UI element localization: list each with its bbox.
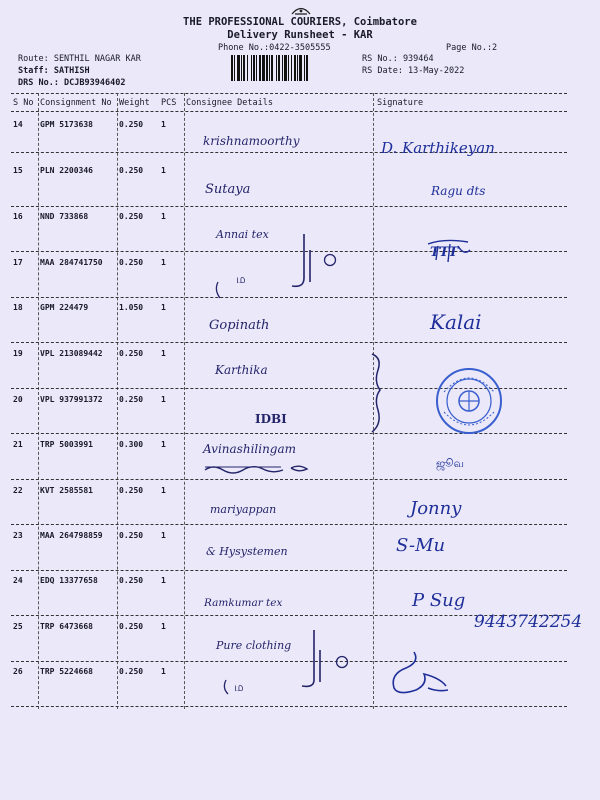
bracket-label-a: ம [236, 272, 246, 286]
consignee-hand-19: Karthika [215, 363, 268, 377]
signature-21: ஜூவ [436, 457, 465, 470]
row-pcs: 1 [161, 440, 166, 449]
row-pcs: 1 [161, 576, 166, 585]
barcode-bar [251, 55, 252, 81]
route-label: Route: SENTHIL NAGAR KAR [18, 54, 141, 64]
consignee-hand-14: krishnamoorthy [203, 134, 300, 148]
row-consignment-no: GPM 5173638 [40, 120, 93, 129]
runsheet-subtitle: Delivery Runsheet - KAR [227, 29, 373, 41]
row-weight: 0.250 [119, 531, 144, 540]
barcode-bar [234, 55, 235, 81]
barcode-bar [241, 55, 242, 81]
row-consignment-no: GPM 224479 [40, 303, 89, 312]
row-sno: 16 [13, 212, 23, 221]
signature-24: P Sug [412, 590, 466, 611]
drs-number: DRS No.: DCJB93946402 [18, 78, 126, 88]
crossed-out-scribble [203, 462, 313, 476]
bracket-label-b: ம [234, 680, 244, 694]
barcode-bar [294, 55, 296, 81]
signature-25-phone: 9443742254 [474, 612, 583, 632]
row-weight: 0.300 [119, 440, 144, 449]
barcode-bar [266, 55, 268, 81]
row-sno: 24 [13, 576, 23, 585]
signature-scrawl-26 [384, 648, 454, 698]
col-header-pcs: PCS [161, 98, 177, 108]
consignee-hand-20: IDBI [255, 412, 287, 426]
signature-14: D. Karthikeyan [381, 139, 495, 157]
signature-16: TTT [430, 245, 459, 260]
row-pcs: 1 [161, 212, 166, 221]
row-weight: 0.250 [119, 622, 144, 631]
barcode-bar [253, 55, 255, 81]
row-sno: 19 [13, 349, 23, 358]
barcode-bar [282, 55, 283, 81]
col-header-signature: Signature [377, 98, 424, 108]
row-pcs: 1 [161, 303, 166, 312]
signature-15: Ragu dts [431, 184, 486, 198]
office-seal-stamp [434, 366, 504, 436]
row-sno: 14 [13, 120, 23, 129]
col-divider [38, 93, 39, 709]
barcode-bar [304, 55, 305, 81]
col-header-sno: S No [13, 98, 34, 108]
rs-number: RS No.: 939464 [362, 54, 434, 64]
col-header-consignment: Consignment No [40, 98, 112, 108]
row-weight: 0.250 [119, 349, 144, 358]
row-weight: 0.250 [119, 212, 144, 221]
barcode-bar [247, 55, 248, 81]
signature-scrawl-16 [424, 236, 474, 266]
consignee-hand-22: mariyappan [210, 503, 277, 516]
row-divider [11, 706, 567, 707]
row-consignment-no: TRP 6473668 [40, 622, 93, 631]
row-weight: 0.250 [119, 120, 144, 129]
signature-22: Jonny [410, 498, 462, 519]
row-consignment-no: VPL 213089442 [40, 349, 103, 358]
bracket-mark-25-26 [206, 628, 356, 700]
signature-23: S-Mu [396, 535, 446, 556]
row-pcs: 1 [161, 258, 166, 267]
consignee-hand-23: & Hysystemen [206, 545, 288, 558]
consignee-hand-16: Annai tex [216, 228, 269, 241]
row-sno: 20 [13, 395, 23, 404]
row-consignment-no: TRP 5003991 [40, 440, 93, 449]
row-divider [11, 342, 567, 343]
row-sno: 21 [13, 440, 23, 449]
row-sno: 18 [13, 303, 23, 312]
consignee-hand-24: Ramkumar tex [204, 597, 283, 609]
company-title: THE PROFESSIONAL COURIERS, Coimbatore [183, 16, 417, 28]
row-sno: 22 [13, 486, 23, 495]
barcode-bar [256, 55, 257, 81]
row-weight: 0.250 [119, 486, 144, 495]
row-weight: 0.250 [119, 395, 144, 404]
barcode-bar [276, 55, 277, 81]
row-weight: 0.250 [119, 166, 144, 175]
row-consignment-no: MAA 284741750 [40, 258, 103, 267]
row-consignment-no: TRP 5224668 [40, 667, 93, 676]
barcode-bar [278, 55, 280, 81]
row-sno: 26 [13, 667, 23, 676]
barcode-bar [262, 55, 265, 81]
row-pcs: 1 [161, 349, 166, 358]
col-header-weight: Weight [119, 98, 150, 108]
barcode-bar [259, 55, 261, 81]
barcode-bar [288, 55, 289, 81]
row-consignment-no: EDQ 13377658 [40, 576, 98, 585]
row-divider [11, 479, 567, 480]
barcode-bar [299, 55, 302, 81]
staff-label: Staff: SATHISH [18, 66, 90, 76]
barcode-bar [269, 55, 270, 81]
row-pcs: 1 [161, 622, 166, 631]
row-pcs: 1 [161, 531, 166, 540]
barcode [231, 55, 357, 81]
row-pcs: 1 [161, 667, 166, 676]
row-pcs: 1 [161, 486, 166, 495]
page-number: Page No.:2 [446, 43, 498, 53]
row-consignment-no: PLN 2200346 [40, 166, 93, 175]
col-divider [184, 93, 185, 709]
consignee-hand-25: Pure clothing [216, 639, 292, 652]
consignee-hand-15: Sutaya [205, 182, 251, 197]
bracket-mark-16-17 [206, 230, 346, 302]
row-pcs: 1 [161, 166, 166, 175]
phone-number: Phone No.:0422-3505555 [218, 43, 331, 53]
row-sno: 15 [13, 166, 23, 175]
row-weight: 1.050 [119, 303, 144, 312]
col-header-consignee: Consignee Details [186, 98, 273, 108]
rs-date: RS Date: 13-May-2022 [362, 66, 465, 76]
barcode-bar [243, 55, 245, 81]
signature-18: Kalai [430, 310, 482, 334]
row-divider [11, 524, 567, 525]
row-consignment-no: KVT 2585581 [40, 486, 93, 495]
row-pcs: 1 [161, 395, 166, 404]
row-divider [11, 206, 567, 207]
consignee-hand-21: Avinashilingam [203, 442, 297, 456]
row-weight: 0.250 [119, 258, 144, 267]
barcode-bar [306, 55, 308, 81]
barcode-bar [271, 55, 273, 81]
barcode-bar [297, 55, 298, 81]
row-pcs: 1 [161, 120, 166, 129]
row-consignment-no: MAA 264798859 [40, 531, 103, 540]
row-sno: 23 [13, 531, 23, 540]
consignee-hand-18: Gopinath [209, 318, 270, 333]
barcode-bar [231, 55, 233, 81]
col-divider [117, 93, 118, 709]
row-weight: 0.250 [119, 576, 144, 585]
barcode-bar [284, 55, 287, 81]
row-sno: 17 [13, 258, 23, 267]
row-consignment-no: NND 733868 [40, 212, 89, 221]
row-divider [11, 570, 567, 571]
row-sno: 25 [13, 622, 23, 631]
header-bottom-rule [11, 111, 567, 112]
brace-mark [368, 352, 386, 434]
row-weight: 0.250 [119, 667, 144, 676]
barcode-bar [237, 55, 240, 81]
row-consignment-no: VPL 937991372 [40, 395, 103, 404]
barcode-bar [291, 55, 292, 81]
header-top-rule [11, 93, 567, 94]
